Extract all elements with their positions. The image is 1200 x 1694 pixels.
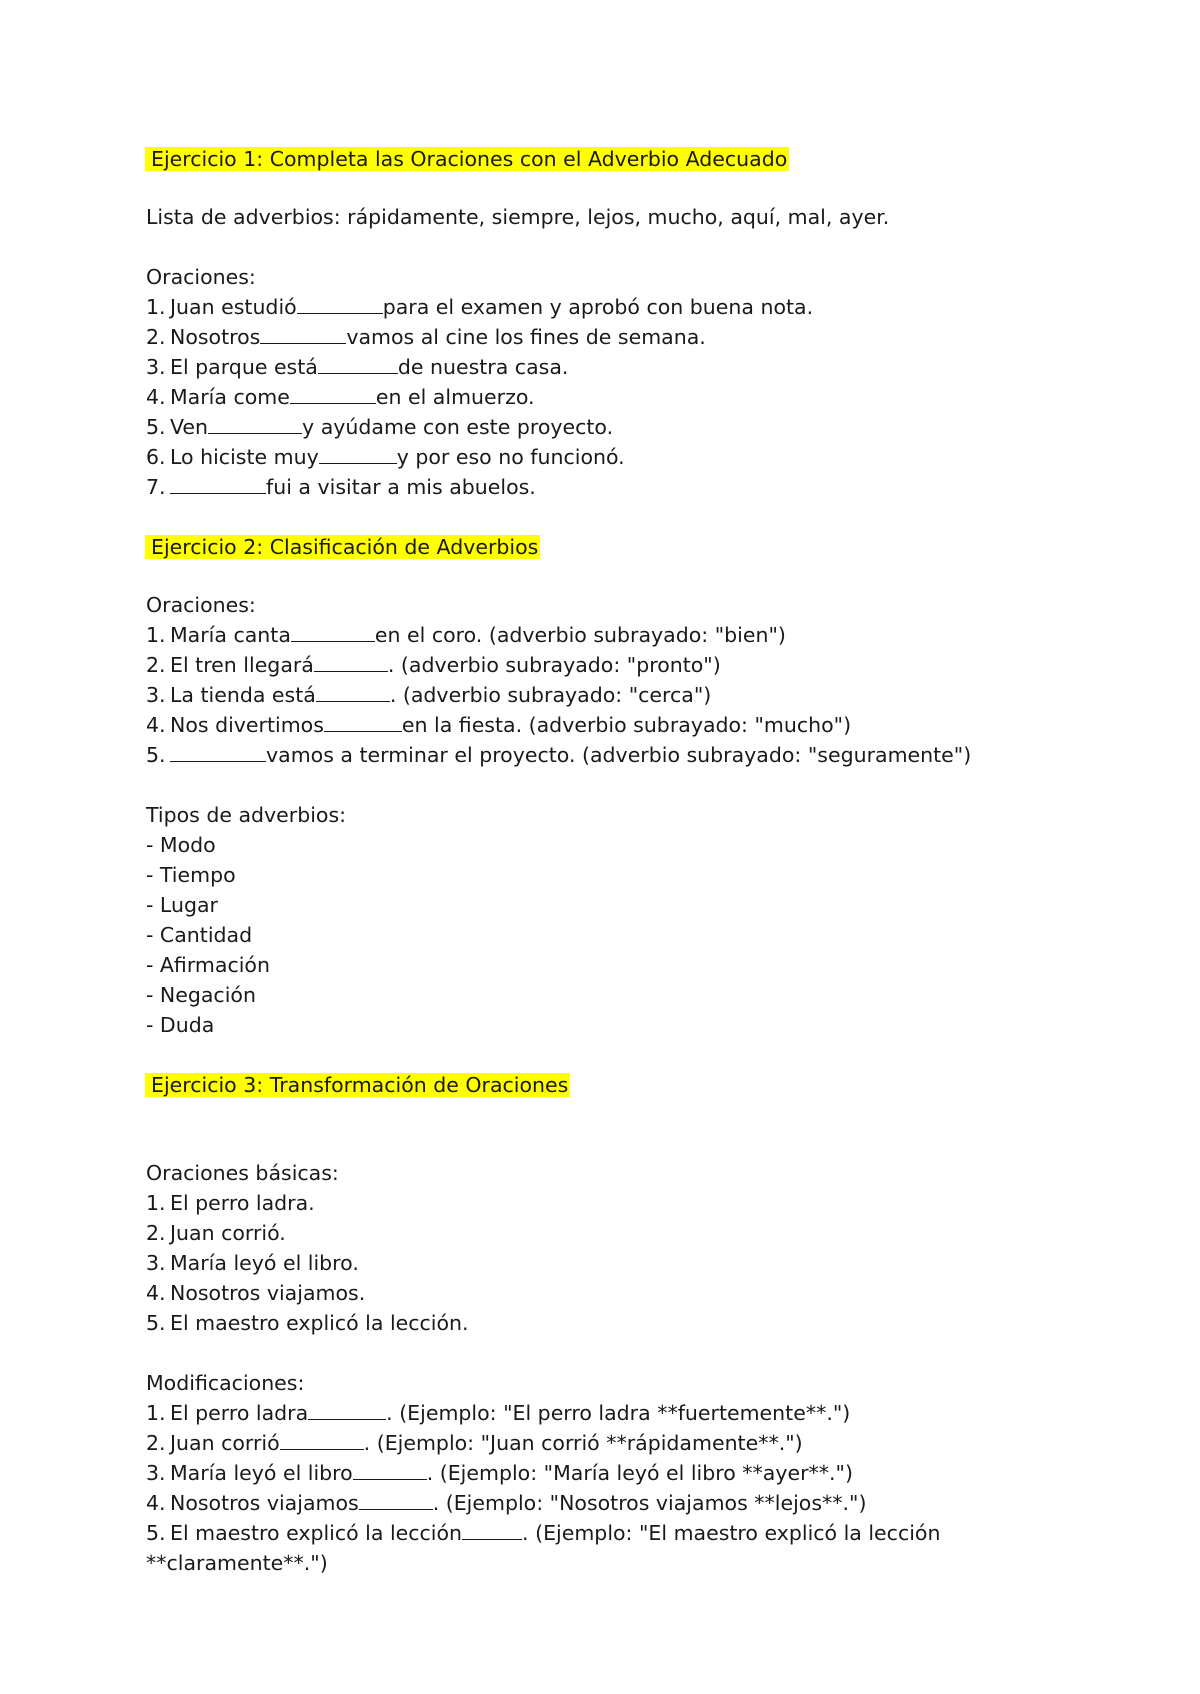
list-item: 7. fui a visitar a mis abuelos.: [146, 475, 536, 499]
answer-blank[interactable]: [462, 1522, 522, 1540]
list-item: 1. El perro ladra . (Ejemplo: "El perro ladra **fuertemente**."): [146, 1401, 851, 1425]
list-item: 1. El perro ladra.: [146, 1191, 315, 1215]
list-item: 1. Juan estudió para el examen y aprobó con buena nota.: [146, 295, 814, 319]
list-item: 3. María leyó el libro.: [146, 1251, 359, 1275]
list-item: 3. La tienda está . (adverbio subrayado: "cerca"): [146, 683, 712, 707]
list-item: 5. El maestro explicó la lección . (Ejemplo: "El maestro explicó la lección: [146, 1521, 941, 1545]
answer-blank[interactable]: [208, 416, 302, 434]
answer-blank[interactable]: [359, 1492, 433, 1510]
adverb-type-item: - Duda: [146, 1013, 215, 1037]
answer-blank[interactable]: [324, 714, 402, 732]
list-item: 4. Nos divertimos en la fiesta. (adverbio subrayado: "mucho"): [146, 713, 852, 737]
answer-blank[interactable]: [297, 296, 383, 314]
list-item: 3. El parque está de nuestra casa.: [146, 355, 569, 379]
list-item: 5. vamos a terminar el proyecto. (adverbio subrayado: "seguramente"): [146, 743, 972, 767]
list-item: 2. Juan corrió . (Ejemplo: "Juan corrió **rápidamente**."): [146, 1431, 803, 1455]
answer-blank[interactable]: [314, 654, 388, 672]
basic-sentences-label: Oraciones básicas:: [146, 1161, 339, 1185]
modifications-label: Modificaciones:: [146, 1371, 305, 1395]
list-item: 5. Ven y ayúdame con este proyecto.: [146, 415, 614, 439]
answer-blank[interactable]: [291, 624, 375, 642]
adverb-type-item: - Modo: [146, 833, 216, 857]
answer-blank[interactable]: [170, 476, 266, 494]
answer-blank[interactable]: [260, 326, 346, 344]
exercise-1-heading: Ejercicio 1: Completa las Oraciones con el Adverbio Adecuado: [146, 146, 789, 172]
adverb-type-item: - Cantidad: [146, 923, 253, 947]
exercise-1-label: Oraciones:: [146, 265, 256, 289]
list-item: 2. El tren llegará . (adverbio subrayado: "pronto"): [146, 653, 721, 677]
list-item: 4. Nosotros viajamos . (Ejemplo: "Nosotros viajamos **lejos**."): [146, 1491, 867, 1515]
answer-blank[interactable]: [290, 386, 376, 404]
exercise-3-heading: Ejercicio 3: Transformación de Oraciones: [146, 1072, 570, 1098]
adverb-type-item: - Tiempo: [146, 863, 236, 887]
adverb-type-item: - Afirmación: [146, 953, 270, 977]
list-item: 3. María leyó el libro . (Ejemplo: "María leyó el libro **ayer**."): [146, 1461, 853, 1485]
answer-blank[interactable]: [353, 1462, 427, 1480]
exercise-2-label: Oraciones:: [146, 593, 256, 617]
list-item: 5. El maestro explicó la lección.: [146, 1311, 469, 1335]
answer-blank[interactable]: [319, 446, 397, 464]
list-item-continuation: **claramente**."): [146, 1551, 328, 1575]
adverb-type-item: - Lugar: [146, 893, 218, 917]
list-item: 2. Nosotros vamos al cine los fines de semana.: [146, 325, 706, 349]
adverb-types-label: Tipos de adverbios:: [146, 803, 347, 827]
answer-blank[interactable]: [308, 1402, 386, 1420]
answer-blank[interactable]: [170, 744, 266, 762]
answer-blank[interactable]: [318, 356, 398, 374]
list-item: 1. María canta en el coro. (adverbio subrayado: "bien"): [146, 623, 786, 647]
list-item: 6. Lo hiciste muy y por eso no funcionó.: [146, 445, 625, 469]
answer-blank[interactable]: [280, 1432, 364, 1450]
adverb-list: Lista de adverbios: rápidamente, siempre, lejos, mucho, aquí, mal, ayer.: [146, 205, 890, 229]
list-item: 4. María come en el almuerzo.: [146, 385, 535, 409]
exercise-2-heading: Ejercicio 2: Clasificación de Adverbios: [146, 534, 540, 560]
list-item: 2. Juan corrió.: [146, 1221, 286, 1245]
list-item: 4. Nosotros viajamos.: [146, 1281, 366, 1305]
adverb-type-item: - Negación: [146, 983, 256, 1007]
answer-blank[interactable]: [316, 684, 390, 702]
